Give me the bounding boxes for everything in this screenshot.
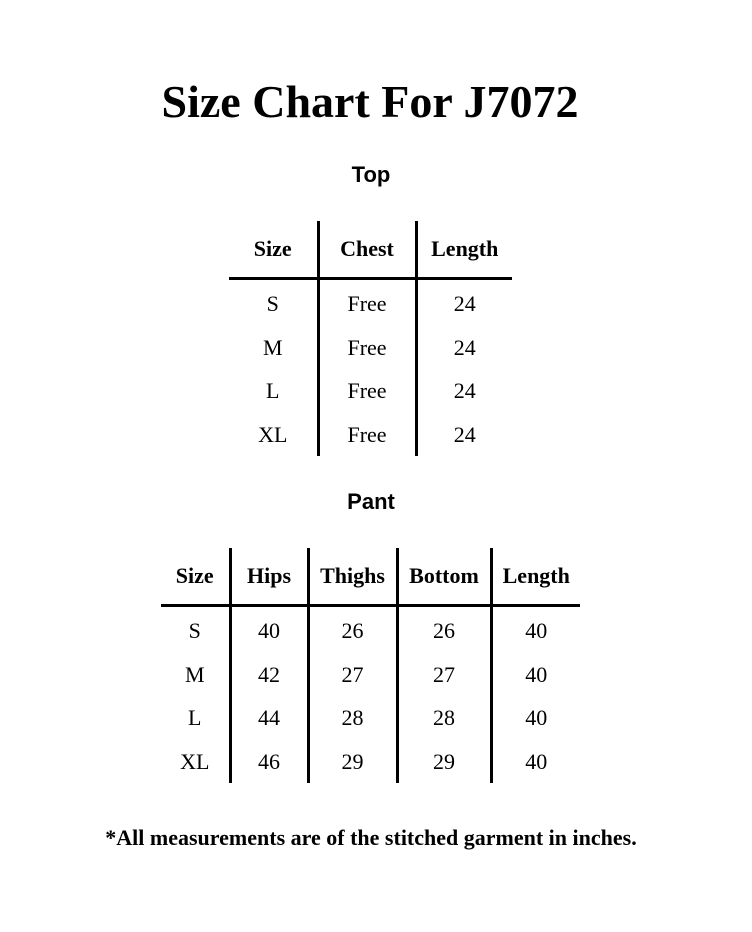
table-row (229, 369, 512, 413)
table-row (161, 653, 580, 697)
table-row (161, 696, 580, 740)
top-header-size: Size (229, 221, 318, 279)
top-cell-length: 24 (416, 369, 512, 413)
top-cell-size: XL (258, 421, 288, 447)
top-header-chest: Chest (318, 221, 416, 279)
top-cell-length: 24 (416, 326, 512, 370)
pant-cell-length: 40 (491, 606, 580, 653)
pant-cell-thighs: 29 (308, 740, 397, 784)
pant-cell-hips: 42 (230, 653, 308, 697)
page-title: Size Chart For J7072 (161, 76, 579, 127)
pant-header-size: Size (161, 548, 230, 606)
top-cell-chest: Free (318, 326, 416, 370)
pant-cell-thighs: 28 (308, 696, 397, 740)
pant-size-table (161, 548, 580, 783)
table-row (161, 606, 580, 653)
pant-cell-length: 40 (491, 653, 580, 697)
pant-header-row (161, 548, 580, 606)
pant-header-hips: Hips (230, 548, 308, 606)
top-cell-size: L (266, 378, 280, 404)
pant-cell-size: S (188, 618, 201, 643)
table-row (229, 326, 512, 370)
top-cell-length: 24 (416, 413, 512, 457)
pant-cell-hips: 46 (230, 740, 308, 784)
top-cell-chest: Free (318, 369, 416, 413)
top-section-label: Top (351, 162, 391, 187)
pant-cell-size: L (188, 705, 202, 731)
pant-section-label: Pant (347, 489, 395, 514)
table-row (229, 413, 512, 457)
measurement-footnote: *All measurements are of the stitched garment in inches. (105, 825, 637, 850)
pant-cell-bottom: 27 (397, 653, 491, 697)
pant-cell-bottom: 28 (397, 696, 491, 740)
top-header-length: Length (416, 221, 512, 279)
pant-header-length: Length (491, 548, 580, 606)
pant-cell-bottom: 29 (397, 740, 491, 784)
pant-cell-hips: 40 (230, 606, 308, 653)
table-row (229, 279, 512, 326)
top-cell-size: M (262, 334, 283, 360)
pant-cell-size: M (184, 661, 205, 687)
pant-cell-size: XL (180, 748, 210, 774)
pant-cell-thighs: 26 (308, 606, 397, 653)
pant-header-thighs: Thighs (308, 548, 397, 606)
pant-cell-length: 40 (491, 696, 580, 740)
top-cell-chest: Free (318, 413, 416, 457)
top-cell-chest: Free (318, 279, 416, 326)
pant-cell-thighs: 27 (308, 653, 397, 697)
pant-cell-bottom: 26 (397, 606, 491, 653)
pant-cell-length: 40 (491, 740, 580, 784)
top-header-row (229, 221, 512, 279)
pant-header-bottom: Bottom (397, 548, 491, 606)
table-row (161, 740, 580, 784)
top-cell-size: S (266, 291, 279, 316)
pant-cell-hips: 44 (230, 696, 308, 740)
top-cell-length: 24 (416, 279, 512, 326)
top-size-table (229, 221, 512, 456)
